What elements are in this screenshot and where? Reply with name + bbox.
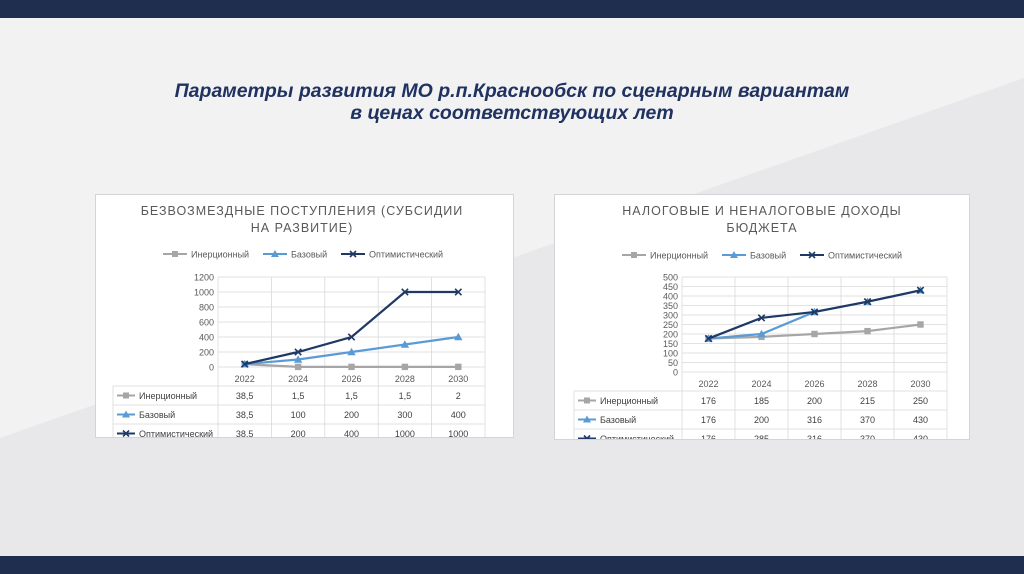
c2-table-series-name: Инерционный xyxy=(600,396,659,406)
c2-table-series-name: Оптимистический xyxy=(600,434,675,439)
c1-chart-title-line: БЕЗВОЗМЕЗДНЫЕ ПОСТУПЛЕНИЯ (СУБСИДИИ xyxy=(140,204,464,218)
c2-table-cell: 176 xyxy=(700,415,717,425)
c2-y-tick-label: 150 xyxy=(662,339,678,349)
c1-y-tick-label: 400 xyxy=(198,332,214,343)
c1-chart-title-line: НА РАЗВИТИЕ) xyxy=(250,221,354,235)
c1-table-cell: 1000 xyxy=(394,429,415,437)
c2-y-tick-label: 200 xyxy=(662,329,678,340)
c1-x-tick-label: 2024 xyxy=(288,374,309,384)
c2-chart-title-line: БЮДЖЕТА xyxy=(726,221,798,235)
c2-y-tick-label: 250 xyxy=(662,320,678,330)
chart-revenues xyxy=(555,195,969,439)
c1-table-cell: 2 xyxy=(455,391,461,401)
c2-table-cell: 250 xyxy=(912,396,929,406)
c2-y-tick-label: 300 xyxy=(662,310,678,321)
c1-x-tick-label: 2022 xyxy=(234,374,255,384)
c1-y-tick-label: 200 xyxy=(198,347,214,358)
c1-table-cell: 400 xyxy=(343,429,360,437)
c1-y-tick-label: 1200 xyxy=(193,272,214,283)
c1-x-tick-label: 2026 xyxy=(341,374,362,384)
c2-table-cell: 176 xyxy=(700,396,717,406)
chart-panel-subsidies xyxy=(95,194,514,438)
c1-series-x xyxy=(242,289,462,368)
c1-y-tick-label: 1000 xyxy=(193,287,214,298)
c2-table-cell: 370 xyxy=(859,415,876,425)
c2-y-tick-label: 50 xyxy=(667,358,678,368)
c1-table-cell: 100 xyxy=(290,410,306,420)
c1-legend-marker xyxy=(172,251,178,257)
c1-y-tick-label: 800 xyxy=(198,302,214,313)
c1-table-cell: 38,5 xyxy=(235,391,254,401)
c2-y-tick-label: 100 xyxy=(662,348,678,359)
c2-legend-label: Оптимистический xyxy=(828,250,903,261)
c1-legend-label: Базовый xyxy=(291,249,328,260)
c2-legend-item xyxy=(722,251,786,261)
c1-legend-label: Инерционный xyxy=(191,249,250,260)
c2-table-cell: 200 xyxy=(753,415,770,425)
c1-x-tick-label: 2028 xyxy=(394,374,415,384)
c1-table-series-name: Инерционный xyxy=(139,391,198,401)
c1-table-cell: 1,5 xyxy=(345,391,358,401)
c2-table-cell: 215 xyxy=(859,396,876,406)
bottom-frame-bar xyxy=(0,556,1024,574)
c2-table-cell: 430 xyxy=(912,415,929,425)
c1-table-cell: 200 xyxy=(343,410,360,420)
c1-data-point xyxy=(402,364,408,370)
c1-table-series-name: Базовый xyxy=(139,410,176,420)
c1-legend-label: Оптимистический xyxy=(369,249,444,260)
c1-legend-item xyxy=(163,250,249,260)
c2-table-cell: 316 xyxy=(806,415,823,425)
c2-table-cell: 316 xyxy=(806,434,823,439)
c1-legend-item xyxy=(341,250,443,260)
c1-table-cell: 1000 xyxy=(448,429,469,437)
c2-legend-item xyxy=(800,251,902,261)
c2-y-tick-label: 0 xyxy=(672,367,678,378)
c2-table-series-name: Базовый xyxy=(600,415,637,425)
c1-data-point xyxy=(295,364,301,370)
c2-table-cell: 200 xyxy=(806,396,823,406)
c2-y-tick-label: 400 xyxy=(662,291,678,302)
c2-y-tick-label: 350 xyxy=(662,301,678,311)
c1-y-tick-label: 0 xyxy=(208,362,214,373)
c1-legend-item xyxy=(263,250,327,260)
c2-legend-label: Базовый xyxy=(750,250,787,261)
c1-y-tick-label: 600 xyxy=(198,317,214,328)
c1-table-cell: 200 xyxy=(290,429,306,437)
chart-panel-revenues xyxy=(554,194,970,440)
chart-subsidies xyxy=(96,195,513,437)
c2-data-point xyxy=(917,321,923,327)
c1-table-cell: 300 xyxy=(397,410,413,420)
c1-table-cell: 38,5 xyxy=(235,410,254,420)
c2-data-point xyxy=(864,328,870,334)
c2-table-cell: 285 xyxy=(753,434,770,439)
c2-legend-label: Инерционный xyxy=(650,250,709,261)
c1-table-series-name: Оптимистический xyxy=(139,429,214,437)
top-frame-bar xyxy=(0,0,1024,18)
c1-x-tick-label: 2030 xyxy=(448,374,469,384)
c1-table-cell: 1,5 xyxy=(398,391,412,401)
slide-title-line2: в ценах соответствующих лет xyxy=(350,102,674,124)
c2-table-cell: 430 xyxy=(912,434,929,439)
slide-title xyxy=(0,80,1024,124)
c2-x-tick-label: 2028 xyxy=(857,379,878,389)
c2-data-point xyxy=(811,331,817,337)
c2-legend-item xyxy=(622,251,708,261)
c2-y-tick-label: 450 xyxy=(662,282,678,292)
c1-data-point xyxy=(348,364,354,370)
c2-table-cell: 185 xyxy=(753,396,770,406)
slide-title-line1: Параметры развития МО р.п.Краснообск по сценарным вариантам xyxy=(174,80,850,102)
c2-table-cell: 370 xyxy=(859,434,876,439)
c2-x-tick-label: 2022 xyxy=(698,379,719,389)
c2-legend-marker xyxy=(631,252,637,258)
c2-x-tick-label: 2030 xyxy=(910,379,931,389)
c1-data-point xyxy=(455,364,461,370)
c2-x-tick-label: 2024 xyxy=(751,379,772,389)
c2-table-legend-marker xyxy=(584,398,590,404)
c1-table-cell: 400 xyxy=(450,410,466,420)
c1-table-cell: 38,5 xyxy=(235,429,254,437)
c2-chart-title-line: НАЛОГОВЫЕ И НЕНАЛОГОВЫЕ ДОХОДЫ xyxy=(622,204,902,218)
c2-y-tick-label: 500 xyxy=(662,272,678,283)
c1-table-legend-marker xyxy=(123,393,129,399)
c2-x-tick-label: 2026 xyxy=(804,379,825,389)
c1-table-cell: 1,5 xyxy=(291,391,305,401)
c2-table-cell: 176 xyxy=(700,434,717,439)
